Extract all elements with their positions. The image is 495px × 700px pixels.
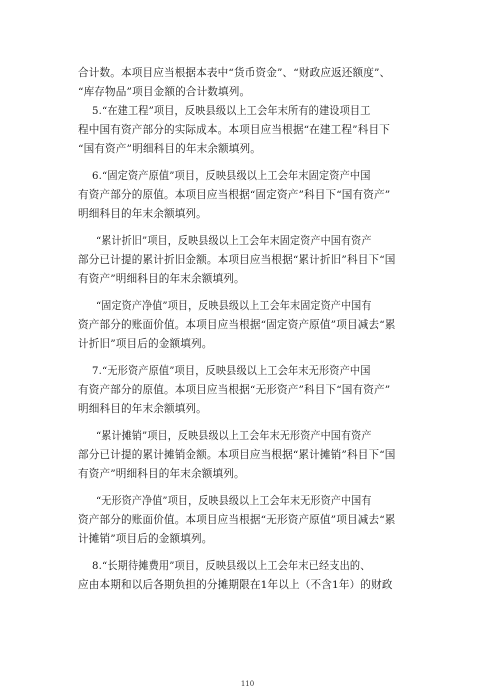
page-number: 110 [240,680,255,688]
text-line: 资产部分的账面价值。本项目应当根据“固定资产原值”项目减去“累 [78,319,396,331]
text-line: “固定资产净值”项目，反映县级以上工会年末固定资产中国有 [96,300,372,312]
text-line: “累计折旧”项目，反映县级以上工会年末固定资产中国有资产 [96,235,372,247]
text-line: 明细科目的年末余额填列。 [78,208,207,220]
text-line: 资产部分的账面价值。本项目应当根据“无形资产原值”项目减去“累 [78,514,396,526]
text-line: 程中国有资产部分的实际成本。本项目应当根据“在建工程”科目下 [78,124,390,136]
text-line: 合计数。本项目应当根据本表中“货币资金”、“财政应返还额度”、 [78,67,391,79]
text-line: 部分已计提的累计折旧金额。本项目应当根据“累计折旧”科目下“国 [78,254,396,266]
text-line: 明细科目的年末余额填列。 [78,403,207,415]
text-line: 有资产”明细科目的年末余额填列。 [78,468,245,480]
text-line: “国有资产”明细科目的年末余额填列。 [78,143,262,155]
text-line: 7.“无形资产原值”项目，反映县级以上工会年末无形资产中国 [92,365,371,377]
text-line: 计折旧”项目后的金额填列。 [78,338,213,350]
text-line: 有资产部分的原值。本项目应当根据“固定资产”科目下“国有资产” [78,189,391,201]
text-line: 应由本期和以后各期负担的分摊期限在1年以上（不含1年）的财政 [78,579,393,591]
text-line: 有资产”明细科目的年末余额填列。 [78,273,245,285]
text-line: “库存物品”项目金额的合计数填列。 [78,86,251,98]
text-line: 计摊销”项目后的金额填列。 [78,533,213,545]
text-line: 有资产部分的原值。本项目应当根据“无形资产”科目下“国有资产” [78,384,391,396]
text-line: 8.“长期待摊费用”项目，反映县级以上工会年末已经支出的、 [92,560,371,572]
text-line: “累计摊销”项目，反映县级以上工会年末无形资产中国有资产 [96,430,372,442]
text-line: 5.“在建工程”项目，反映县级以上工会年末所有的建设项目工 [92,105,371,117]
text-line: 6.“固定资产原值”项目，反映县级以上工会年末固定资产中国 [92,170,371,182]
text-line: “无形资产净值”项目，反映县级以上工会年末无形资产中国有 [96,495,372,507]
text-line: 部分已计提的累计摊销金额。本项目应当根据“累计摊销”科目下“国 [78,449,396,461]
